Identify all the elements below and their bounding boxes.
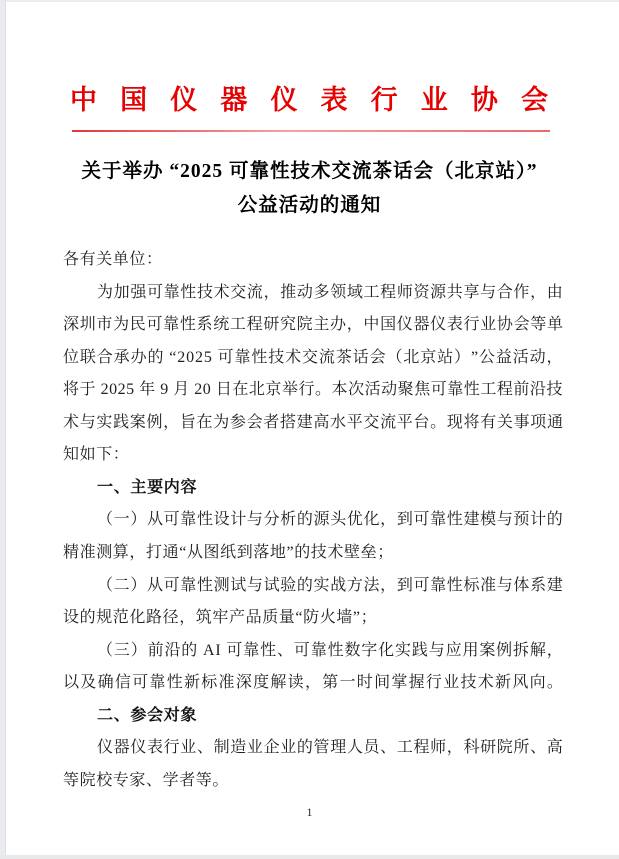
page-number: 1 [306,807,313,819]
doc-line: 深 圳 市 为 民 可 靠 性 系 统 工 程 研 究 院 主 办 ， 中 国 仪 器 仪 表 行 业 协 会 等 单 [63,316,563,334]
notice-title-line-2: 公益活动的通知 [237,195,382,216]
letterhead-org-name: 中 国 仪 器 仪 表 行 业 协 会 [70,84,548,115]
doc-line: （ 一 ） 从 可 靠 性 设 计 与 分 析 的 源 头 优 化 ， 到 可 靠 性 建 模 与 预 计 的 [97,511,563,529]
notice-title-line-1: 关于举办 “2025 可靠性技术交流茶话会（北京站）” [81,161,538,182]
page-edge-top [0,0,619,2]
doc-line: 设的规范化路径，筑牢产品质量“防火墙”； [63,609,378,627]
doc-line: （ 二 ） 从 可 靠 性 测 试 与 试 验 的 实 战 方 法 ， 到 可 靠 性 标 准 与 体 系 建 [97,576,563,594]
doc-line: 术 与 实 践 案 例 ， 旨 在 为 参 会 者 搭 建 高 水 平 交 流 平 台 。 现 将 有 关 事 项 通 [63,413,563,431]
doc-line: 位 联 合 承 办 的 “ 2 0 2 5 可 靠 性 技 术 交 流 茶 话 会 （ 北 京 站 ） ” 公 益 活 动 ， [63,348,563,366]
doc-line: 二、参会对象 [97,706,198,724]
doc-line: 一、主要内容 [97,478,198,496]
doc-line: 将 于 2 0 2 5 年 9 月 2 0 日 在 北 京 举 行 。 本 次 活 动 聚 焦 可 靠 性 工 程 前 沿 技 [63,381,563,399]
doc-line: （ 三 ） 前 沿 的 A I 可 靠 性 、 可 靠 性 数 字 化 实 践 与 应 用 案 例 拆 解 ， [97,641,563,659]
doc-line: 为 加 强 可 靠 性 技 术 交 流 ， 推 动 多 领 域 工 程 师 资 源 共 享 与 合 作 ， 由 [97,283,563,301]
doc-line: 各有关单位： [63,251,163,268]
doc-line: 仪 器 仪 表 行 业 、 制 造 业 企 业 的 管 理 人 员 、 工 程 师 ， 科 研 院 所 、 高 [97,739,563,757]
doc-line: 精准测算，打通“从图纸到落地”的技术壁垒； [63,543,394,561]
doc-line: 知如下： [63,446,130,464]
doc-line: 以 及 确 信 可 靠 性 新 标 准 深 度 解 读 ， 第 一 时 间 掌 握 行 业 技 术 新 风 向 。 [63,674,563,692]
doc-line: 等院校专家、学者等。 [63,771,230,789]
page-edge-left [0,0,6,859]
letterhead-divider-line [72,130,550,132]
page-edge-bottom [0,855,619,859]
